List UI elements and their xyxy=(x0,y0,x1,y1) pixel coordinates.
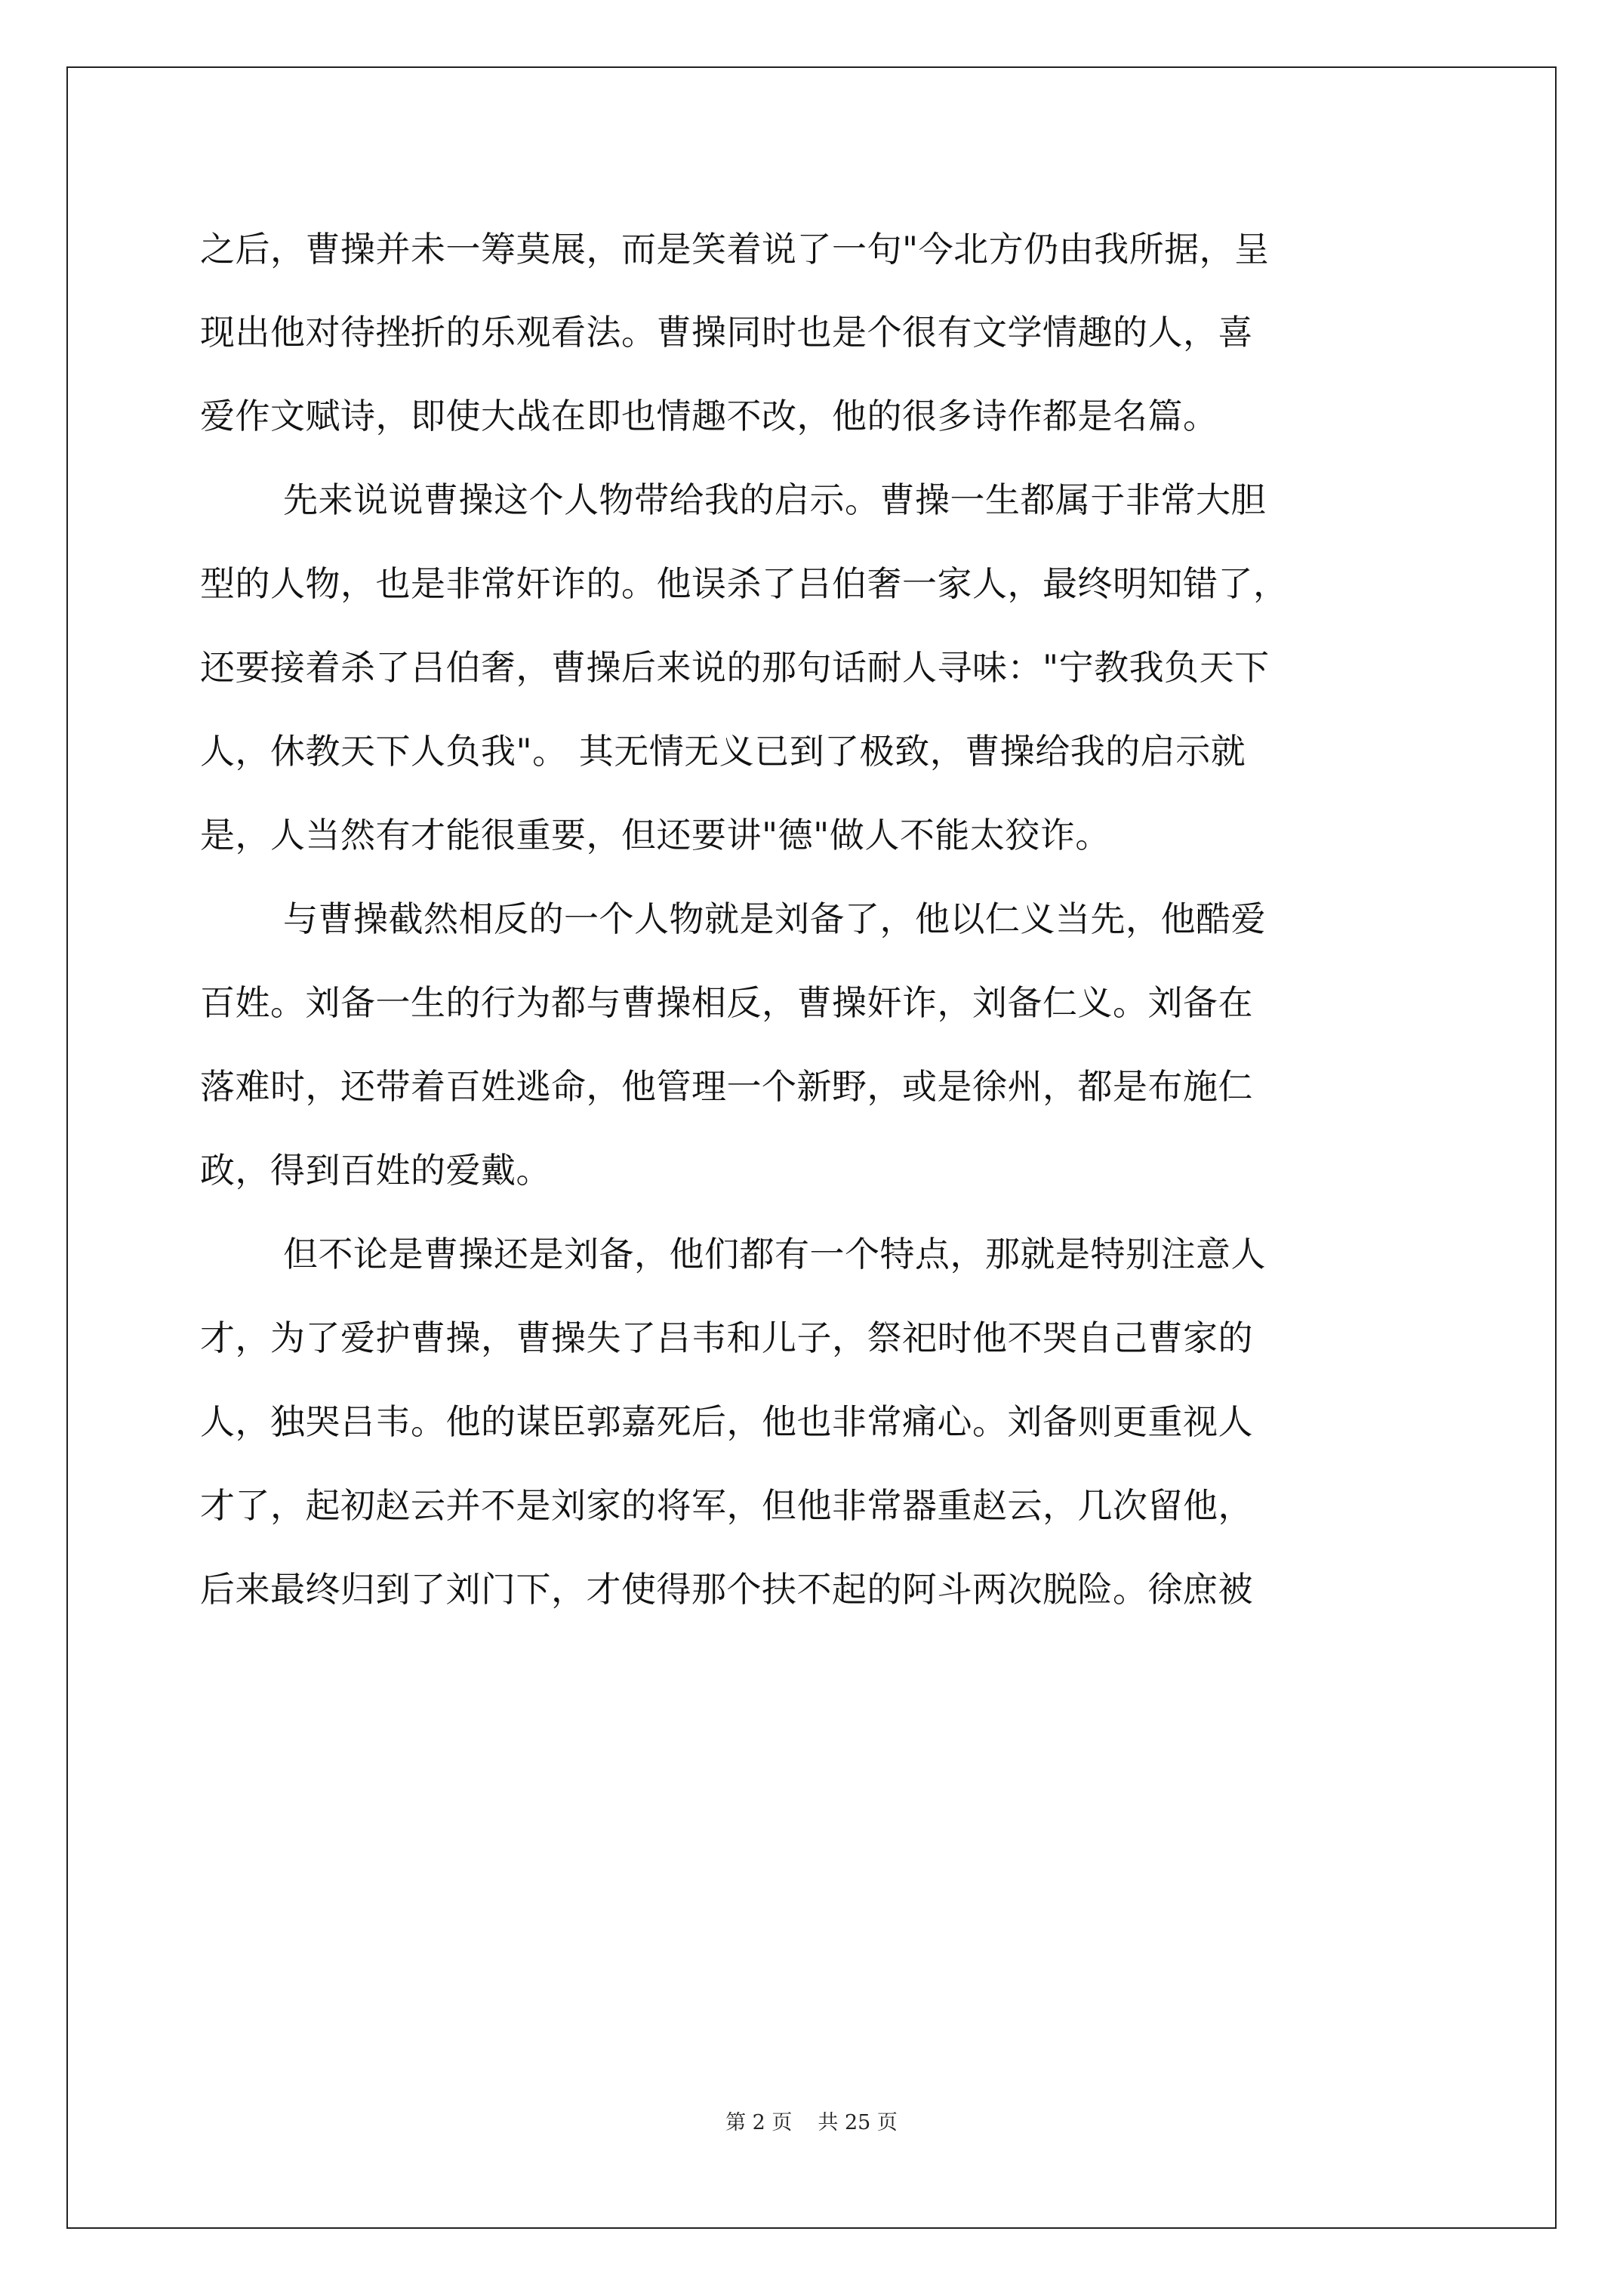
page-number: 第 2 页 xyxy=(725,2111,793,2134)
text-line: 百姓。刘备一生的行为都与曹操相反，曹操奸诈，刘备仁义。刘备在 xyxy=(200,982,1253,1023)
text-line: 爱作文赋诗，即使大战在即也情趣不改，他的很多诗作都是名篇。 xyxy=(200,396,1218,436)
text-line: 但不论是曹操还是刘备，他们都有一个特点，那就是特别注意人 xyxy=(283,1234,1266,1274)
text-line: 政，得到百姓的爱戴。 xyxy=(200,1150,551,1191)
text-line: 还要接着杀了吕伯奢，曹操后来说的那句话耐人寻味："宁教我负天下 xyxy=(200,647,1270,688)
text-line: 后来最终归到了刘门下，才使得那个扶不起的阿斗两次脱险。徐庶被 xyxy=(200,1569,1253,1610)
text-line: 型的人物，也是非常奸诈的。他误杀了吕伯奢一家人，最终明知错了， xyxy=(200,563,1289,604)
text-line: 与曹操截然相反的一个人物就是刘备了，他以仁义当先，他酷爱 xyxy=(283,898,1266,939)
page-footer xyxy=(0,2110,1623,2136)
page-total: 共 25 页 xyxy=(818,2111,898,2134)
text-line: 人，休教天下人负我"。 其无情无义已到了极致，曹操给我的启示就 xyxy=(200,731,1246,772)
text-line: 现出他对待挫折的乐观看法。曹操同时也是个很有文学情趣的人，喜 xyxy=(200,312,1253,353)
page-border xyxy=(66,66,1557,2229)
text-line: 是，人当然有才能很重要，但还要讲"德"做人不能太狡诈。 xyxy=(200,815,1110,855)
text-line: 先来说说曹操这个人物带给我的启示。曹操一生都属于非常大胆 xyxy=(283,479,1266,520)
text-line: 人，独哭吕韦。他的谋臣郭嘉死后，他也非常痛心。刘备则更重视人 xyxy=(200,1401,1253,1442)
text-line: 才了，起初赵云并不是刘家的将军，但他非常器重赵云，几次留他， xyxy=(200,1485,1253,1526)
text-line: 落难时，还带着百姓逃命，他管理一个新野，或是徐州，都是布施仁 xyxy=(200,1066,1253,1107)
text-line: 之后，曹操并未一筹莫展，而是笑着说了一句"今北方仍由我所据，呈 xyxy=(200,229,1270,270)
text-line: 才，为了爱护曹操，曹操失了吕韦和儿子，祭祀时他不哭自己曹家的 xyxy=(200,1318,1253,1358)
